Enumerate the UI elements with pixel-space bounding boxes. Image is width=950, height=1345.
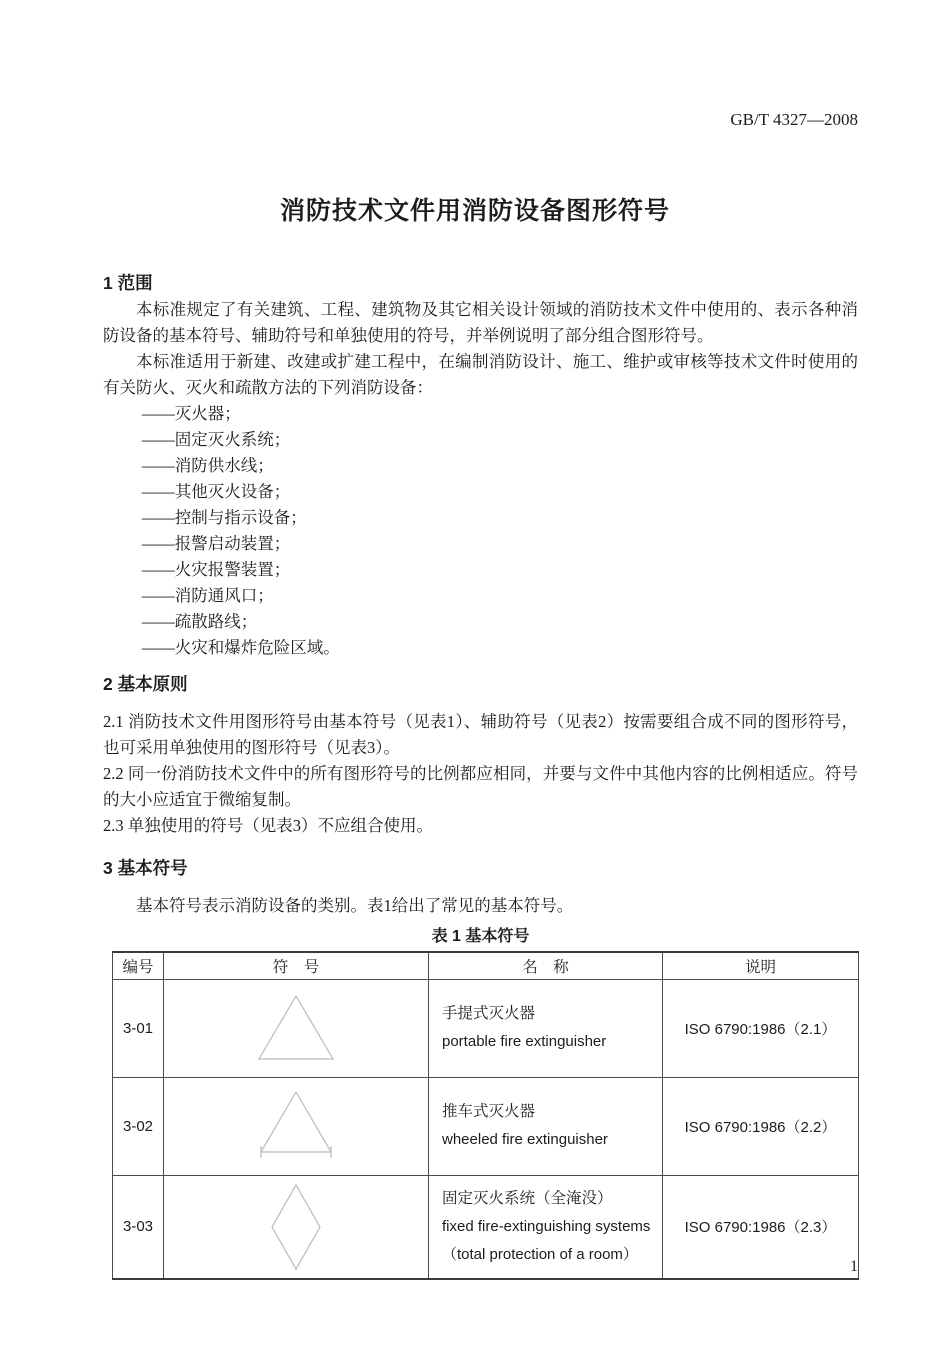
list-item: ——报警启动装置；: [141, 534, 291, 553]
symbol-graphic-cell: [164, 1077, 429, 1175]
list-item: ——控制与指示设备；: [141, 508, 307, 527]
symbol-name-cell: [429, 1077, 663, 1175]
section-2-heading: 2 基本原则: [103, 674, 188, 694]
table-row: [113, 1077, 859, 1175]
column-header-id: 编号: [113, 952, 164, 979]
list-item: ——火灾报警装置；: [141, 560, 291, 579]
symbol-name-en: wheeled fire extinguisher: [442, 1131, 608, 1148]
column-header-symbol: 符 号: [164, 952, 429, 979]
triangle-symbol-icon: [256, 993, 336, 1063]
column-header-name: 名 称: [429, 952, 663, 979]
equipment-list: [103, 401, 858, 661]
symbol-note: ISO 6790:1986（2.3）: [663, 1175, 859, 1279]
diamond-symbol-icon: [269, 1182, 323, 1272]
basic-symbols-table: [112, 951, 859, 1280]
section-3-heading: 3 基本符号: [103, 858, 188, 878]
symbol-id: 3-02: [113, 1077, 164, 1175]
section-1-heading: 1 范围: [103, 273, 153, 293]
clause-2-3: 2.3 单独使用的符号（见表3）不应组合使用。: [103, 816, 433, 835]
list-item: ——灭火器；: [141, 404, 241, 423]
table-row: [113, 1175, 859, 1279]
symbol-graphic-cell: [164, 1175, 429, 1279]
symbol-name-en: fixed fire-extinguishing systems: [442, 1217, 651, 1235]
symbol-name-zh: 推车式灭火器: [442, 1103, 536, 1120]
symbol-name-zh: 固定灭火系统（全淹没）: [442, 1189, 613, 1207]
symbol-name-en-cont: （total protection of a room）: [442, 1245, 638, 1263]
symbol-id: 3-03: [113, 1175, 164, 1279]
symbol-name-zh: 手提式灭火器: [442, 1005, 536, 1022]
standard-code: GB/T 4327—2008: [730, 110, 858, 129]
section-1-paragraph-2: 本标准适用于新建、改建或扩建工程中，在编制消防设计、施工、维护或审核等技术文件时使用的有关防火、灭火和疏散方法的下列消防设备：: [103, 352, 858, 397]
table-row: [113, 979, 859, 1077]
symbol-name-en: portable fire extinguisher: [442, 1033, 607, 1050]
symbol-note: ISO 6790:1986（2.2）: [663, 1077, 859, 1175]
list-item: ——火灾和爆炸危险区域。: [141, 638, 340, 657]
column-header-note: 说明: [663, 952, 859, 979]
table-caption: 表 1 基本符号: [431, 928, 530, 945]
table-header-row: [113, 952, 859, 979]
clause-2-1: 2.1 消防技术文件用图形符号由基本符号（见表1）、辅助符号（见表2）按需要组合成不同的图形符号，也可采用单独使用的图形符号（见表3）。: [103, 712, 858, 757]
list-item: ——消防供水线；: [141, 456, 274, 475]
symbol-graphic-cell: [164, 979, 429, 1077]
list-item: ——其他灭火设备；: [141, 482, 291, 501]
list-item: ——消防通风口；: [141, 586, 274, 605]
page-number: 1: [850, 1258, 858, 1275]
symbol-note: ISO 6790:1986（2.1）: [663, 979, 859, 1077]
list-item: ——固定灭火系统；: [141, 430, 291, 449]
wheeled-triangle-symbol-icon: [256, 1089, 336, 1163]
document-title: 消防技术文件用消防设备图形符号: [279, 197, 670, 225]
symbol-name-cell: [429, 1175, 663, 1279]
list-item: ——疏散路线；: [141, 612, 258, 631]
document-body: [103, 272, 858, 1280]
clause-2-2: 2.2 同一份消防技术文件中的所有图形符号的比例都应相同，并要与文件中其他内容的比例相适应。符号的大小应适宜于微缩复制。: [103, 764, 858, 809]
symbol-id: 3-01: [113, 979, 164, 1077]
symbol-name-cell: [429, 979, 663, 1077]
section-1-paragraph-1: 本标准规定了有关建筑、工程、建筑物及其它相关设计领域的消防技术文件中使用的、表示各种消防设备的基本符号、辅助符号和单独使用的符号，并举例说明了部分组合图形符号。: [103, 300, 858, 345]
section-3-intro: 基本符号表示消防设备的类别。表1给出了常见的基本符号。: [136, 896, 574, 915]
